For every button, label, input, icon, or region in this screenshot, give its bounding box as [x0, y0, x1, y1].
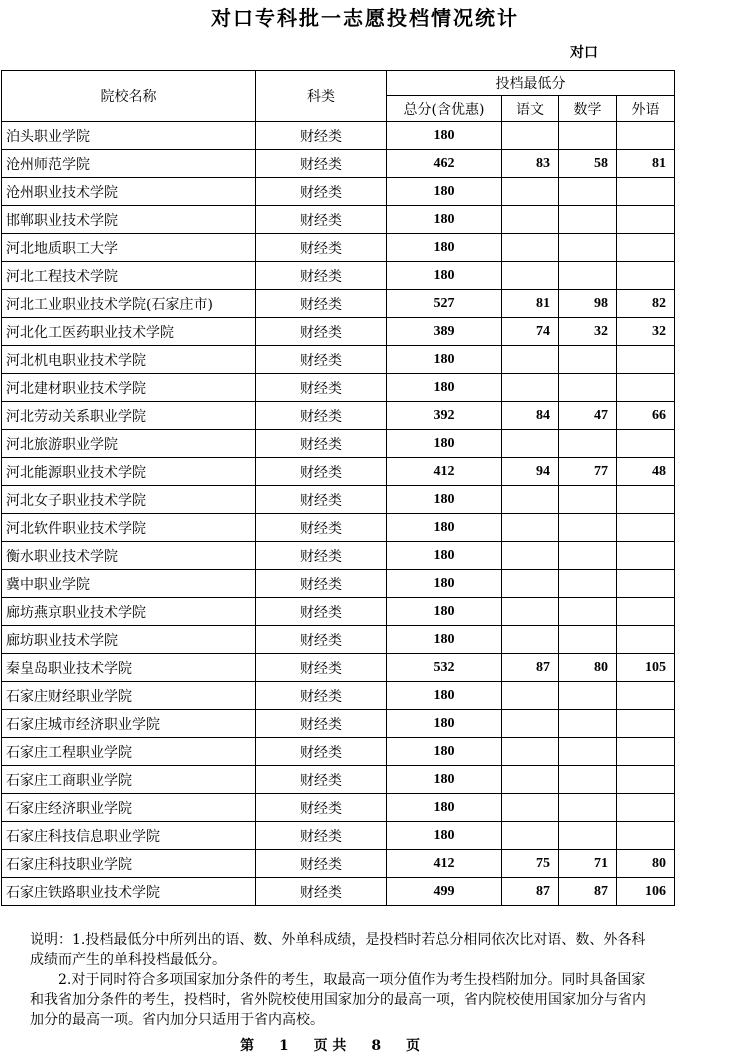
cell-category: 财经类	[256, 654, 387, 682]
cell-school: 河北化工医药职业技术学院	[2, 318, 256, 346]
cell-total: 180	[387, 374, 502, 402]
cell-category: 财经类	[256, 430, 387, 458]
table-row	[2, 206, 675, 234]
table-row	[2, 402, 675, 430]
cell-english	[617, 346, 675, 374]
cell-english: 106	[617, 878, 675, 906]
cell-total: 180	[387, 626, 502, 654]
page-title: 对口专科批一志愿投档情况统计	[211, 6, 519, 30]
cell-school: 石家庄财经职业学院	[2, 682, 256, 710]
table-row	[2, 738, 675, 766]
table-row	[2, 626, 675, 654]
cell-total: 180	[387, 486, 502, 514]
cell-chinese: 81	[502, 290, 559, 318]
cell-category: 财经类	[256, 626, 387, 654]
cell-total: 412	[387, 850, 502, 878]
cell-school: 沧州职业技术学院	[2, 178, 256, 206]
cell-chinese: 87	[502, 878, 559, 906]
table-row	[2, 122, 675, 150]
cell-category: 财经类	[256, 738, 387, 766]
notes-section	[30, 930, 650, 1030]
cell-total: 180	[387, 514, 502, 542]
cell-school: 河北软件职业技术学院	[2, 514, 256, 542]
cell-math	[559, 206, 617, 234]
table-row	[2, 514, 675, 542]
cell-english	[617, 234, 675, 262]
cell-school: 邯郸职业技术学院	[2, 206, 256, 234]
cell-english	[617, 682, 675, 710]
cell-total: 412	[387, 458, 502, 486]
cell-english	[617, 766, 675, 794]
cell-total: 180	[387, 122, 502, 150]
cell-math: 80	[559, 654, 617, 682]
cell-math	[559, 178, 617, 206]
cell-school: 河北工业职业技术学院(石家庄市)	[2, 290, 256, 318]
table-row	[2, 486, 675, 514]
cell-chinese	[502, 794, 559, 822]
cell-math	[559, 262, 617, 290]
cell-school: 河北地质职工大学	[2, 234, 256, 262]
cell-school: 冀中职业学院	[2, 570, 256, 598]
cell-school: 泊头职业学院	[2, 122, 256, 150]
cell-total: 180	[387, 794, 502, 822]
cell-chinese	[502, 374, 559, 402]
cell-chinese: 94	[502, 458, 559, 486]
cell-school: 石家庄科技信息职业学院	[2, 822, 256, 850]
cell-chinese: 83	[502, 150, 559, 178]
cell-school: 河北女子职业技术学院	[2, 486, 256, 514]
cell-math	[559, 682, 617, 710]
cell-total: 462	[387, 150, 502, 178]
cell-chinese	[502, 234, 559, 262]
table-row	[2, 290, 675, 318]
table-row	[2, 766, 675, 794]
table-row	[2, 542, 675, 570]
cell-english	[617, 486, 675, 514]
cell-chinese	[502, 346, 559, 374]
table-row	[2, 710, 675, 738]
cell-chinese	[502, 570, 559, 598]
table-row	[2, 178, 675, 206]
cell-total: 180	[387, 710, 502, 738]
table-row	[2, 654, 675, 682]
cell-math: 77	[559, 458, 617, 486]
cell-math	[559, 122, 617, 150]
table-row	[2, 234, 675, 262]
table-row	[2, 458, 675, 486]
cell-school: 石家庄科技职业学院	[2, 850, 256, 878]
cell-chinese: 84	[502, 402, 559, 430]
cell-chinese	[502, 486, 559, 514]
table-body	[2, 122, 675, 906]
cell-math	[559, 430, 617, 458]
header-min-score-group: 投档最低分	[387, 71, 675, 96]
header-total: 总分(含优惠)	[387, 96, 502, 122]
cell-school: 河北劳动关系职业学院	[2, 402, 256, 430]
cell-english	[617, 570, 675, 598]
cell-math	[559, 570, 617, 598]
cell-math: 87	[559, 878, 617, 906]
cell-category: 财经类	[256, 178, 387, 206]
cell-total: 532	[387, 654, 502, 682]
cell-school: 沧州师范学院	[2, 150, 256, 178]
cell-chinese	[502, 822, 559, 850]
cell-category: 财经类	[256, 710, 387, 738]
cell-category: 财经类	[256, 346, 387, 374]
cell-english	[617, 822, 675, 850]
cell-category: 财经类	[256, 122, 387, 150]
cell-math	[559, 598, 617, 626]
cell-chinese	[502, 430, 559, 458]
cell-category: 财经类	[256, 458, 387, 486]
cell-math	[559, 822, 617, 850]
cell-total: 180	[387, 766, 502, 794]
cell-category: 财经类	[256, 374, 387, 402]
cell-math: 58	[559, 150, 617, 178]
cell-school: 河北机电职业技术学院	[2, 346, 256, 374]
cell-category: 财经类	[256, 290, 387, 318]
cell-english	[617, 710, 675, 738]
cell-total: 392	[387, 402, 502, 430]
cell-english	[617, 206, 675, 234]
cell-math	[559, 626, 617, 654]
cell-math	[559, 486, 617, 514]
footer-total-pages: 8	[371, 1038, 382, 1054]
cell-total: 499	[387, 878, 502, 906]
cell-total: 180	[387, 822, 502, 850]
footer-middle: 页 共	[313, 1038, 347, 1054]
cell-school: 河北建材职业技术学院	[2, 374, 256, 402]
cell-total: 180	[387, 178, 502, 206]
table-row	[2, 346, 675, 374]
header-chinese: 语文	[502, 96, 559, 122]
cell-total: 389	[387, 318, 502, 346]
cell-total: 180	[387, 206, 502, 234]
cell-school: 秦皇岛职业技术学院	[2, 654, 256, 682]
header-school: 院校名称	[2, 71, 256, 122]
cell-english	[617, 794, 675, 822]
cell-category: 财经类	[256, 542, 387, 570]
footer-prefix: 第	[240, 1038, 255, 1054]
cell-math	[559, 738, 617, 766]
page-subtitle: 对口	[570, 45, 598, 61]
cell-school: 廊坊职业技术学院	[2, 626, 256, 654]
cell-english	[617, 626, 675, 654]
cell-category: 财经类	[256, 766, 387, 794]
cell-math	[559, 234, 617, 262]
cell-chinese	[502, 738, 559, 766]
cell-chinese	[502, 262, 559, 290]
cell-school: 石家庄工商职业学院	[2, 766, 256, 794]
cell-school: 河北工程技术学院	[2, 262, 256, 290]
header-english: 外语	[617, 96, 675, 122]
table-row	[2, 318, 675, 346]
cell-category: 财经类	[256, 598, 387, 626]
table-row	[2, 374, 675, 402]
cell-english	[617, 122, 675, 150]
cell-english: 32	[617, 318, 675, 346]
cell-english: 105	[617, 654, 675, 682]
header-category: 科类	[256, 71, 387, 122]
cell-school: 石家庄城市经济职业学院	[2, 710, 256, 738]
cell-school: 石家庄经济职业学院	[2, 794, 256, 822]
cell-school: 石家庄工程职业学院	[2, 738, 256, 766]
cell-category: 财经类	[256, 402, 387, 430]
cell-total: 180	[387, 598, 502, 626]
cell-category: 财经类	[256, 318, 387, 346]
table-row	[2, 878, 675, 906]
cell-chinese	[502, 626, 559, 654]
table-row	[2, 570, 675, 598]
cell-total: 180	[387, 430, 502, 458]
cell-math: 32	[559, 318, 617, 346]
note-1: 说明：1.投档最低分中所列出的语、数、外单科成绩，是投档时若总分相同依次比对语、数、外各科成绩而产生的单科投档最低分。	[30, 932, 646, 968]
cell-math	[559, 374, 617, 402]
table-row	[2, 850, 675, 878]
cell-english	[617, 598, 675, 626]
cell-category: 财经类	[256, 682, 387, 710]
cell-total: 180	[387, 234, 502, 262]
cell-math	[559, 542, 617, 570]
cell-math	[559, 346, 617, 374]
note-2: 2.对于同时符合多项国家加分条件的考生，取最高一项分值作为考生投档附加分。同时具备国家和我省加分条件的考生，投档时，省外院校使用国家加分的最高一项，省内院校使用国家加分与省内加分的最高一项。省内加分只适用于省内高校。	[30, 972, 646, 1028]
cell-math	[559, 710, 617, 738]
admission-table	[1, 70, 675, 906]
table-row	[2, 430, 675, 458]
header-math: 数学	[559, 96, 617, 122]
cell-english: 80	[617, 850, 675, 878]
cell-school: 廊坊燕京职业技术学院	[2, 598, 256, 626]
cell-category: 财经类	[256, 486, 387, 514]
cell-english: 81	[617, 150, 675, 178]
cell-school: 石家庄铁路职业技术学院	[2, 878, 256, 906]
cell-chinese: 87	[502, 654, 559, 682]
table-row	[2, 150, 675, 178]
cell-category: 财经类	[256, 262, 387, 290]
cell-chinese	[502, 178, 559, 206]
cell-english: 48	[617, 458, 675, 486]
cell-chinese	[502, 122, 559, 150]
cell-english	[617, 262, 675, 290]
cell-math	[559, 766, 617, 794]
cell-category: 财经类	[256, 206, 387, 234]
table-row	[2, 262, 675, 290]
cell-school: 衡水职业技术学院	[2, 542, 256, 570]
cell-category: 财经类	[256, 570, 387, 598]
table-row	[2, 598, 675, 626]
cell-chinese	[502, 682, 559, 710]
page-footer	[0, 1035, 660, 1055]
cell-total: 180	[387, 738, 502, 766]
cell-total: 527	[387, 290, 502, 318]
cell-english	[617, 430, 675, 458]
cell-chinese	[502, 542, 559, 570]
cell-math: 47	[559, 402, 617, 430]
cell-school: 河北旅游职业学院	[2, 430, 256, 458]
cell-total: 180	[387, 570, 502, 598]
cell-english	[617, 542, 675, 570]
cell-total: 180	[387, 262, 502, 290]
cell-english	[617, 514, 675, 542]
cell-english	[617, 738, 675, 766]
cell-chinese: 74	[502, 318, 559, 346]
cell-chinese	[502, 710, 559, 738]
cell-chinese: 75	[502, 850, 559, 878]
cell-total: 180	[387, 682, 502, 710]
table-row	[2, 822, 675, 850]
cell-chinese	[502, 206, 559, 234]
table-row	[2, 794, 675, 822]
cell-category: 财经类	[256, 822, 387, 850]
cell-english	[617, 178, 675, 206]
cell-math: 71	[559, 850, 617, 878]
cell-math	[559, 794, 617, 822]
cell-chinese	[502, 514, 559, 542]
cell-english	[617, 374, 675, 402]
table-row	[2, 682, 675, 710]
cell-category: 财经类	[256, 850, 387, 878]
cell-category: 财经类	[256, 794, 387, 822]
cell-chinese	[502, 766, 559, 794]
cell-math: 98	[559, 290, 617, 318]
footer-suffix: 页	[405, 1038, 420, 1054]
cell-english: 82	[617, 290, 675, 318]
cell-math	[559, 514, 617, 542]
cell-category: 财经类	[256, 234, 387, 262]
cell-total: 180	[387, 542, 502, 570]
footer-page-number: 1	[278, 1038, 289, 1054]
cell-school: 河北能源职业技术学院	[2, 458, 256, 486]
cell-english: 66	[617, 402, 675, 430]
cell-category: 财经类	[256, 514, 387, 542]
cell-chinese	[502, 598, 559, 626]
cell-category: 财经类	[256, 150, 387, 178]
cell-total: 180	[387, 346, 502, 374]
cell-category: 财经类	[256, 878, 387, 906]
